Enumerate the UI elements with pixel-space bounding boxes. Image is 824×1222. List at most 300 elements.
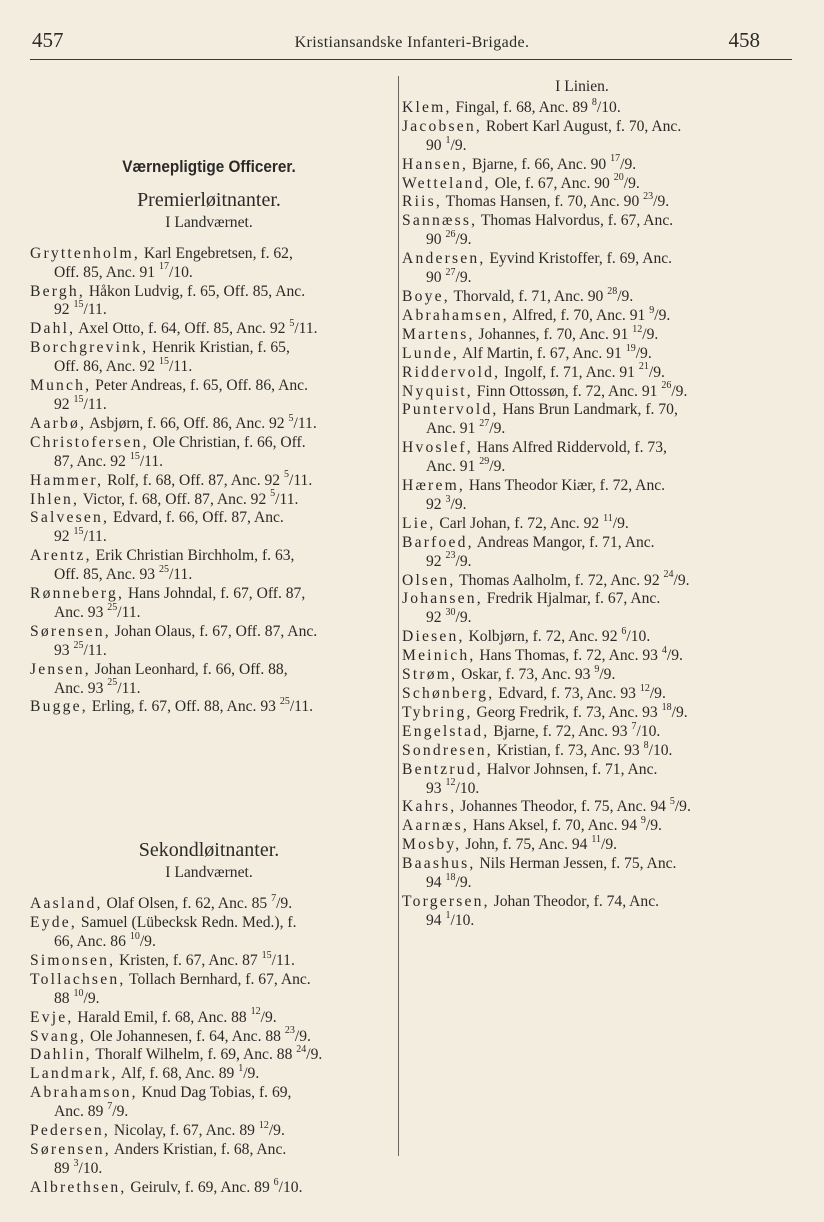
- list-item: [402, 361, 762, 383]
- right-column: [402, 78, 762, 931]
- entry-line: [30, 412, 388, 434]
- entry-details: Anc. 93: [54, 679, 108, 697]
- surname: Strøm,: [402, 666, 458, 684]
- date-day: 15: [73, 393, 84, 405]
- entry-details: Anc. 91: [426, 420, 480, 438]
- date-day: 25: [279, 696, 290, 708]
- list-item: [402, 118, 762, 156]
- date-month: /11.: [83, 301, 107, 319]
- date-month: /9.: [671, 382, 688, 400]
- list-item: [402, 720, 762, 742]
- list-item: [402, 761, 762, 799]
- entry-details: 94: [426, 874, 446, 892]
- date-month: /9.: [671, 703, 688, 721]
- list-item: [30, 1119, 388, 1141]
- list-item: [30, 914, 388, 952]
- entry-details: Kolbjørn, f. 72, Anc. 92: [464, 628, 622, 646]
- date-month: /9.: [649, 685, 666, 702]
- entry-details: Edvard, f. 73, Anc. 93: [494, 685, 640, 702]
- entry-line: [30, 320, 388, 339]
- surname: Johansen,: [402, 590, 483, 608]
- list-item: [402, 401, 762, 439]
- entry-details: Henrik Kristian, f. 65,: [148, 339, 290, 357]
- list-item: [402, 193, 762, 212]
- date-month: /9.: [654, 306, 671, 324]
- list-item: [30, 1006, 388, 1028]
- entry-details: 93: [54, 641, 74, 659]
- date-month: /11.: [289, 471, 313, 489]
- entry-details: Tollach Bernhard, f. 67, Anc.: [125, 970, 311, 988]
- entry-details: 92: [54, 528, 74, 546]
- entry-details: Victor, f. 68, Off. 87, Anc. 92: [79, 490, 271, 508]
- sekond-subheading: I Landværnet.: [165, 864, 253, 882]
- entry-details: John, f. 75, Anc. 94: [461, 836, 592, 854]
- premier-subheading: I Landværnet.: [165, 213, 253, 231]
- date-day: 18: [661, 701, 672, 713]
- entry-continuation: [402, 609, 762, 628]
- entry-details: Eyvind Kristoffer, f. 69, Anc.: [485, 250, 673, 268]
- date-month: /10.: [648, 741, 673, 759]
- surname: Hvoslef,: [402, 439, 473, 457]
- surname: Lunde,: [402, 344, 459, 362]
- entry-details: 89: [54, 1159, 74, 1177]
- entry-details: Andreas Mangor, f. 71, Anc.: [473, 533, 655, 551]
- entry-line: [402, 153, 762, 175]
- entry-details: 92: [426, 609, 446, 627]
- entry-details: 93: [426, 779, 446, 797]
- date-month: /11.: [83, 641, 107, 659]
- surname: Ihlen,: [30, 490, 80, 508]
- entry-continuation: [30, 601, 388, 623]
- entry-details: Karl Engebretsen, f. 62,: [140, 244, 293, 262]
- date-month: /11.: [275, 490, 299, 508]
- surname: Pedersen,: [30, 1122, 110, 1140]
- list-item: [30, 377, 388, 415]
- entry-details: Bjarne, f. 66, Anc. 90: [468, 155, 611, 173]
- date-month: /9.: [294, 1027, 311, 1045]
- entry-continuation: [402, 909, 762, 931]
- entry-line: [30, 488, 388, 510]
- entry-line: [402, 701, 762, 723]
- entry-line: [30, 698, 388, 717]
- date-day: 3: [73, 1157, 79, 1169]
- entry-details: Axel Otto, f. 64, Off. 85, Anc. 92: [75, 320, 290, 338]
- date-month: /11.: [294, 320, 318, 338]
- date-month: /9.: [645, 817, 662, 835]
- date-day: 5: [289, 318, 295, 330]
- surname: Sondresen,: [402, 741, 493, 759]
- date-month: /10.: [78, 1159, 103, 1177]
- left-column: [30, 152, 388, 1198]
- surname: Bergh,: [30, 282, 85, 300]
- entry-details: Samuel (Lübecksk Redn. Med.), f.: [76, 914, 297, 932]
- entry-details: Hans Brun Landmark, f. 70,: [498, 401, 678, 419]
- date-day: 6: [273, 1176, 279, 1188]
- entry-continuation: [402, 134, 762, 156]
- surname: Hærem,: [402, 477, 466, 495]
- surname: Riddervold,: [402, 363, 501, 381]
- entry-details: Nicolay, f. 67, Anc. 89: [110, 1122, 259, 1140]
- date-day: 9: [640, 815, 646, 827]
- entry-details: Håkon Ludvig, f. 65, Off. 85, Anc.: [84, 282, 306, 300]
- entry-details: 92: [426, 495, 446, 513]
- entry-details: Thoralf Wilhelm, f. 69, Anc. 88: [91, 1046, 297, 1064]
- entry-line: [30, 585, 388, 604]
- entry-continuation: [402, 266, 762, 288]
- date-day: 21: [638, 361, 649, 373]
- entry-details: 87, Anc. 92: [54, 452, 130, 470]
- entry-line: [30, 1119, 388, 1141]
- entry-details: Finn Ottossøn, f. 72, Anc. 91: [472, 382, 662, 400]
- list-item: [402, 304, 762, 326]
- list-item: [30, 1025, 388, 1047]
- premier-list: [30, 245, 388, 718]
- date-day: 15: [73, 526, 84, 538]
- list-item: [402, 512, 762, 534]
- column-divider: [398, 76, 399, 1156]
- date-day: 25: [107, 677, 118, 689]
- date-day: 27: [445, 266, 456, 278]
- entry-details: Robert Karl August, f. 70, Anc.: [482, 117, 682, 135]
- date-day: 15: [261, 949, 272, 961]
- date-month: /9.: [653, 193, 670, 211]
- entry-line: [402, 855, 762, 874]
- entry-line: [402, 118, 762, 137]
- entry-details: 88: [54, 989, 74, 1007]
- entry-details: Georg Fredrik, f. 73, Anc. 93: [472, 703, 662, 721]
- entry-details: 90: [426, 136, 446, 154]
- date-day: 7: [631, 720, 637, 732]
- entry-line: [402, 893, 762, 912]
- entry-details: Knud Dag Tobias, f. 69,: [137, 1084, 292, 1102]
- entry-details: Johannes Theodor, f. 75, Anc. 94: [456, 798, 670, 816]
- entry-details: Thomas Hansen, f. 70, Anc. 90: [442, 193, 644, 211]
- entry-line: [402, 836, 762, 855]
- list-item: [30, 547, 388, 585]
- entry-line: [402, 534, 762, 553]
- date-day: 30: [445, 607, 456, 619]
- sekond-list: [30, 895, 388, 1198]
- surname: Boye,: [402, 287, 450, 305]
- date-month: /9.: [268, 1122, 285, 1140]
- date-day: 15: [73, 299, 84, 311]
- entry-details: Thorvald, f. 71, Anc. 90: [449, 287, 608, 305]
- list-item: [402, 701, 762, 723]
- entry-line: [402, 193, 762, 212]
- surname: Borchgrevink,: [30, 339, 149, 357]
- entry-details: Johan Olaus, f. 67, Off. 87, Anc.: [110, 622, 318, 640]
- list-item: [30, 339, 388, 377]
- date-day: 20: [613, 172, 624, 184]
- entry-line: [30, 469, 388, 491]
- date-month: /10.: [455, 779, 480, 797]
- entry-details: Rolf, f. 68, Off. 87, Anc. 92: [103, 471, 284, 489]
- date-month: /11.: [168, 358, 193, 376]
- entry-line: [30, 661, 388, 680]
- date-day: 25: [107, 601, 118, 613]
- entry-details: Hans Alfred Riddervold, f. 73,: [472, 439, 667, 457]
- date-day: 7: [271, 893, 277, 904]
- list-item: [402, 250, 762, 288]
- surname: Dahl,: [30, 320, 76, 338]
- date-month: /10.: [636, 722, 661, 740]
- surname: Andersen,: [402, 250, 486, 268]
- date-month: /11.: [117, 679, 141, 697]
- date-day: 23: [643, 191, 654, 203]
- date-day: 23: [284, 1025, 295, 1037]
- list-item: [402, 836, 762, 855]
- surname: Riis,: [402, 193, 443, 211]
- list-item: [402, 590, 762, 628]
- list-item: [30, 698, 388, 717]
- date-month: /11.: [168, 566, 193, 584]
- date-day: 8: [643, 739, 649, 751]
- surname: Schønberg,: [402, 685, 495, 702]
- right-page-number: 458: [728, 28, 760, 52]
- entry-line: [402, 739, 762, 761]
- list-item: [402, 285, 762, 307]
- surname: Aasland,: [30, 895, 103, 913]
- date-day: 5: [669, 796, 675, 808]
- entry-details: Anc. 89: [54, 1103, 108, 1121]
- left-page-number: 457: [32, 28, 64, 52]
- date-day: 6: [621, 626, 627, 638]
- date-month: /11.: [293, 414, 317, 432]
- date-day: 26: [661, 380, 672, 392]
- surname: Sannæss,: [402, 212, 478, 230]
- surname: Meinich,: [402, 647, 476, 665]
- date-day: 10: [73, 987, 84, 999]
- entry-line: [30, 547, 388, 566]
- list-item: [402, 682, 762, 704]
- entry-continuation: [30, 528, 388, 547]
- entry-details: 92: [54, 301, 74, 319]
- surname: Sørensen,: [30, 622, 111, 640]
- entry-details: Hans Aksel, f. 70, Anc. 94: [468, 817, 641, 835]
- surname: Sørensen,: [30, 1140, 111, 1158]
- entry-details: 66, Anc. 86: [54, 933, 130, 950]
- list-item: [30, 1084, 388, 1122]
- page-header: [0, 0, 824, 60]
- surname: Torgersen,: [402, 892, 490, 910]
- entry-line: [402, 817, 762, 836]
- date-day: 15: [158, 355, 169, 367]
- surname: Hammer,: [30, 471, 104, 489]
- date-day: 1: [445, 134, 451, 146]
- entry-details: Anc. 91: [426, 458, 480, 476]
- list-item: [30, 971, 388, 1009]
- date-day: 23: [445, 550, 456, 562]
- entry-details: Oskar, f. 73, Anc. 93: [457, 666, 595, 684]
- entry-continuation: [30, 639, 388, 661]
- entry-line: [402, 647, 762, 666]
- entry-details: Anc. 93: [54, 603, 108, 621]
- entry-details: Fredrik Hjalmar, f. 67, Anc.: [482, 590, 661, 608]
- entry-details: Off. 86, Anc. 92: [54, 358, 159, 376]
- list-item: [30, 949, 388, 971]
- date-day: 11: [591, 834, 602, 846]
- date-day: 7: [107, 1100, 113, 1112]
- list-item: [30, 509, 388, 547]
- surname: Wetteland,: [402, 174, 491, 192]
- date-day: 1: [238, 1063, 244, 1075]
- date-month: /9.: [450, 495, 467, 513]
- entry-line: [402, 342, 762, 364]
- surname: Evje,: [30, 1008, 74, 1026]
- list-item: [30, 488, 388, 510]
- date-day: 8: [591, 96, 597, 108]
- entry-details: Hans Johndal, f. 67, Off. 87,: [124, 585, 306, 603]
- entry-continuation: [402, 455, 762, 477]
- list-item: [30, 623, 388, 661]
- entry-details: Nils Herman Jessen, f. 75, Anc.: [475, 855, 677, 873]
- entry-line: [30, 971, 388, 990]
- entry-line: [30, 1176, 388, 1198]
- list-item: [402, 342, 762, 364]
- date-day: 28: [607, 285, 618, 297]
- entry-details: Fingal, f. 68, Anc. 89: [451, 98, 592, 116]
- list-item: [30, 1065, 388, 1084]
- entry-line: [30, 1141, 388, 1160]
- surname: Aarbø,: [30, 414, 87, 432]
- surname: Albrethsen,: [30, 1178, 127, 1196]
- entry-details: Olaf Olsen, f. 62, Anc. 85: [102, 895, 272, 913]
- list-item: [402, 212, 762, 250]
- entry-line: [402, 590, 762, 609]
- date-day: 9: [649, 304, 655, 316]
- list-item: [30, 661, 388, 699]
- entry-line: [30, 949, 388, 971]
- header-rule: [30, 59, 792, 60]
- entry-line: [402, 761, 762, 780]
- entry-continuation: [30, 450, 388, 472]
- entry-details: Carl Johan, f. 72, Anc. 92: [435, 514, 604, 532]
- date-month: /10.: [596, 98, 621, 116]
- surname: Nyquist,: [402, 382, 473, 400]
- date-day: 26: [445, 229, 456, 241]
- date-month: /11.: [117, 603, 141, 621]
- list-item: [402, 534, 762, 572]
- surname: Christofersen,: [30, 433, 149, 451]
- date-day: 19: [625, 342, 636, 354]
- surname: Simonsen,: [30, 951, 116, 969]
- list-item: [30, 469, 388, 491]
- surname: Diesen,: [402, 628, 465, 646]
- entry-line: [402, 439, 762, 458]
- date-month: /9.: [112, 1103, 129, 1121]
- entry-line: [30, 914, 388, 933]
- list-item: [30, 245, 388, 283]
- section-heading: Værnepligtige Officerer.: [122, 157, 296, 176]
- date-month: /10.: [168, 263, 193, 281]
- list-item: [402, 817, 762, 836]
- date-month: /9.: [455, 269, 472, 287]
- list-item: [402, 477, 762, 515]
- date-month: /9.: [617, 287, 634, 305]
- entry-line: [402, 512, 762, 534]
- entry-line: [402, 323, 762, 345]
- date-month: /9.: [489, 458, 506, 476]
- entry-continuation: [30, 677, 388, 699]
- date-day: 10: [129, 930, 140, 942]
- date-month: /11.: [139, 452, 164, 470]
- date-month: /9.: [674, 798, 691, 816]
- entry-details: 92: [426, 552, 446, 570]
- entry-line: [30, 1006, 388, 1028]
- surname: Kahrs,: [402, 798, 457, 816]
- entry-details: Hans Thomas, f. 72, Anc. 93: [475, 647, 662, 665]
- entry-details: Ingolf, f. 71, Anc. 91: [500, 363, 639, 381]
- date-month: /11.: [289, 698, 314, 716]
- entry-line: [30, 895, 388, 914]
- date-month: /9.: [455, 609, 472, 627]
- date-month: /9.: [260, 1008, 277, 1026]
- entry-details: Hans Theodor Kiær, f. 72, Anc.: [465, 477, 666, 495]
- list-item: [402, 739, 762, 761]
- surname: Gryttenholm,: [30, 244, 140, 262]
- date-month: /9.: [455, 231, 472, 249]
- entry-continuation: [402, 777, 762, 799]
- date-day: 12: [639, 682, 650, 694]
- entry-details: Johannes, f. 70, Anc. 91: [474, 325, 633, 343]
- surname: Barfoed,: [402, 533, 474, 551]
- surname: Salvesen,: [30, 509, 110, 527]
- entry-line: [30, 1065, 388, 1084]
- date-day: 12: [250, 1006, 261, 1018]
- entry-line: [402, 212, 762, 231]
- surname: Klem,: [402, 98, 452, 116]
- date-day: 25: [73, 639, 84, 651]
- date-month: /9.: [599, 666, 616, 684]
- date-month: /9.: [455, 874, 472, 892]
- entry-continuation: [30, 930, 388, 952]
- date-day: 24: [296, 1044, 307, 1056]
- list-item: [402, 172, 762, 194]
- list-item: [30, 283, 388, 321]
- surname: Lie,: [402, 514, 436, 532]
- date-day: 15: [129, 450, 140, 462]
- entry-details: Edvard, f. 66, Off. 87, Anc.: [109, 509, 284, 527]
- entry-line: [402, 172, 762, 194]
- date-month: /9.: [139, 933, 156, 950]
- entry-line: [402, 285, 762, 307]
- date-day: 18: [445, 871, 456, 883]
- surname: Arentz,: [30, 547, 92, 565]
- entry-line: [402, 477, 762, 496]
- list-item: [402, 153, 762, 175]
- date-month: /9.: [623, 174, 640, 192]
- entry-details: Ole Christian, f. 66, Off.: [148, 433, 306, 451]
- entry-continuation: [402, 871, 762, 893]
- entry-details: Ole, f. 67, Anc. 90: [490, 174, 614, 192]
- list-item: [402, 855, 762, 893]
- list-item: [30, 1046, 388, 1065]
- date-day: 17: [610, 153, 621, 165]
- entry-continuation: [402, 550, 762, 572]
- date-month: /9.: [489, 420, 506, 438]
- entry-line: [402, 380, 762, 402]
- entry-details: 92: [54, 395, 74, 413]
- entry-details: 90: [426, 269, 446, 287]
- date-month: /9.: [243, 1065, 260, 1083]
- surname: Mosby,: [402, 836, 462, 854]
- list-item: [402, 96, 762, 118]
- date-day: 17: [158, 261, 169, 273]
- date-month: /9.: [276, 895, 293, 913]
- date-day: 3: [445, 493, 451, 505]
- entry-details: Johan Leonhard, f. 66, Off. 88,: [90, 660, 288, 678]
- entry-continuation: [30, 355, 388, 377]
